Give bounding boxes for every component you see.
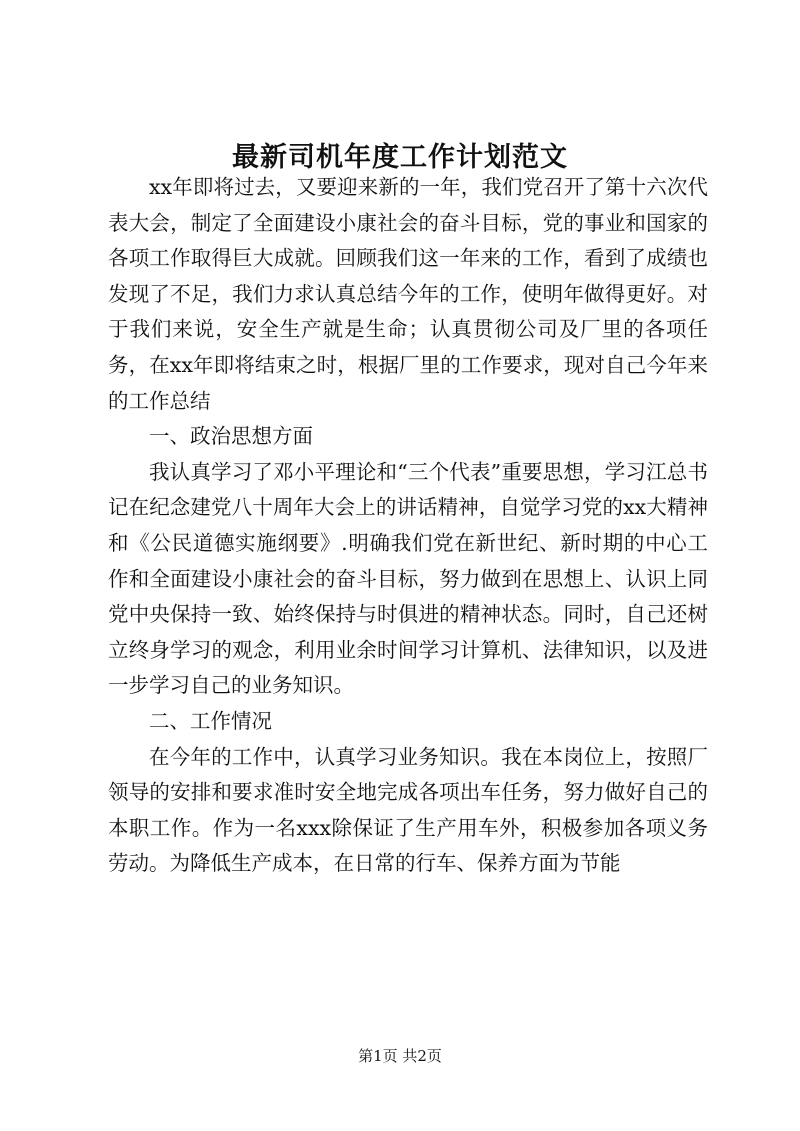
section-heading-political: 一、政治思想方面 <box>149 424 313 449</box>
paragraph-intro: xx年即将过去，又要迎来新的一年，我们党召开了第十六次代表大会，制定了全面建设小康社会的奋斗目标，党的事业和国家的各项工作取得巨大成就。回顾我们这一年来的工作，看到了成绩也发现了不足，我们力求认真总结今年的工作，使明年做得更好。对于我们来说，安全生产就是生命；认真贯彻公司及厂里的各项任务，在xx年即将结束之时，根据厂里的工作要求，现对自己今年来的工作总结 <box>108 175 708 413</box>
page-number-label: 第1页 共2页 <box>358 1047 442 1065</box>
paragraph-political: 我认真学习了邓小平理论和“三个代表”重要思想，学习江总书记在纪念建党八十周年大会上的讲话精神，自觉学习党的xx大精神和《公民道德实施纲要》.明确我们党在新世纪、新时期的中心工作和全面建设小康社会的奋斗目标，努力做到在思想上、认识上同党中央保持一致、始终保持与时俱进的精神状态。同时，自己还树立终身学习的观念，利用业余时间学习计算机、法律知识，以及进一步学习自己的业务知识。 <box>108 459 708 698</box>
document-body <box>108 170 708 882</box>
section-heading-work: 二、工作情况 <box>149 708 272 733</box>
paragraph-work: 在今年的工作中，认真学习业务知识。我在本岗位上，按照厂领导的安排和要求准时安全地完成各项出车任务，努力做好自己的本职工作。作为一名xxx除保证了生产用车外，积极参加各项义务劳动。为降低生产成本，在日常的行车、保养方面为节能 <box>108 744 708 876</box>
page-footer <box>0 1046 800 1066</box>
document-title: 最新司机年度工作计划范文 <box>232 142 568 173</box>
